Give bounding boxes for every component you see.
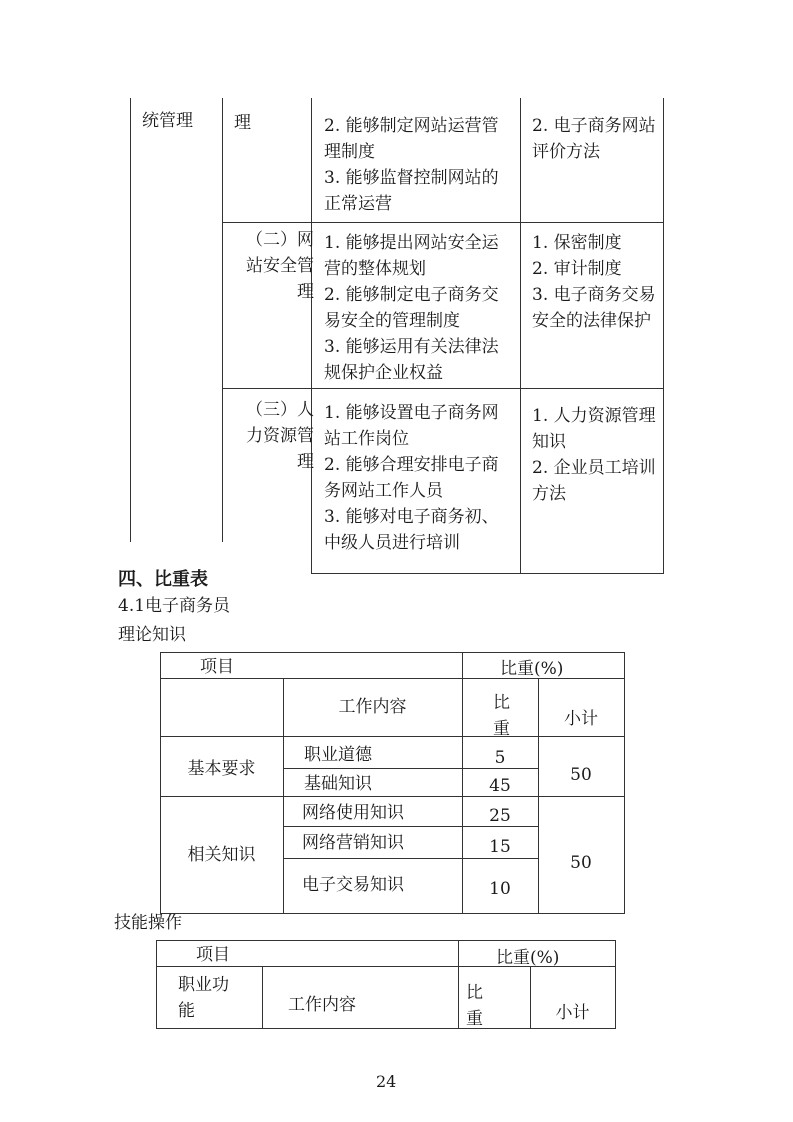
subtotal-cell: 50 [570,853,592,873]
weight-cell: 15 [489,837,511,857]
table-border [222,222,664,223]
table-border [222,98,223,542]
page-number: 24 [376,1072,397,1091]
subtotal-cell: 50 [570,765,592,785]
table-border [156,940,157,1029]
table-border [160,736,625,737]
group-name: 相关知识 [187,845,256,865]
group-name: 基本要求 [187,759,256,779]
related-knowledge: 1. 人力资源管理 知识 2. 企业员工培训 方法 [532,406,656,504]
header-content: 工作内容 [338,697,407,717]
table-border [222,388,664,389]
header-content: 工作内容 [288,995,356,1015]
content-cell: 电子交易知识 [302,875,404,895]
weight-cell: 45 [489,776,511,796]
table-border [458,940,459,1028]
table-border [156,1028,616,1029]
table-border [663,98,664,574]
header-weight: 比重(%) [496,948,560,968]
table-border [311,98,312,574]
header-function: 职业功 能 [178,975,229,1021]
item-label: （三）人 力资源管 理 [246,400,314,472]
weight-cell: 25 [489,806,511,826]
table-border [160,652,625,653]
header-bi: 比 重 [493,693,510,739]
theory-label: 理论知识 [118,625,186,645]
content-cell: 职业道德 [304,745,372,765]
skill-requirements: 1. 能够提出网站安全运 营的整体规划 2. 能够制定电子商务交 易安全的管理制度 3. 能够运用有关法律法 规保护企业权益 [324,233,499,383]
table-border [160,652,161,914]
table-border [311,573,664,574]
header-item: 项目 [196,945,230,965]
skill-requirements: 2. 能够制定网站运营管 理制度 3. 能够监督控制网站的 正常运营 [324,116,499,214]
table-border [615,940,616,1029]
related-knowledge: 2. 电子商务网站 评价方法 [532,116,656,162]
header-weight: 比重(%) [500,659,564,679]
subheading: 4.1电子商务员 [118,596,231,616]
weight-cell: 10 [489,879,511,899]
section-heading: 四、比重表 [118,569,208,590]
category-label: 统管理 [142,111,193,131]
content-cell: 网络营销知识 [302,833,404,853]
weight-cell: 5 [494,748,506,768]
content-cell: 网络使用知识 [302,803,404,823]
item-label: （二）网 站安全管 理 [246,230,314,302]
table-border [520,98,521,574]
skill-requirements: 1. 能够设置电子商务网 站工作岗位 2. 能够合理安排电子商 务网站工作人员 3. 能够对电子商务初、 中级人员进行培训 [324,403,499,553]
content-cell: 基础知识 [304,774,372,794]
header-bi: 比 重 [466,983,483,1029]
header-item: 项目 [200,657,234,677]
item-label: 理 [234,113,251,133]
table-border [160,913,625,914]
table-border [624,652,625,914]
skill-label: 技能操作 [114,913,182,933]
header-subtotal: 小计 [555,1003,590,1023]
header-subtotal: 小计 [564,709,598,729]
table-border [130,98,131,542]
related-knowledge: 1. 保密制度 2. 审计制度 3. 电子商务交易 安全的法律保护 [532,233,656,331]
table-border [156,940,616,941]
